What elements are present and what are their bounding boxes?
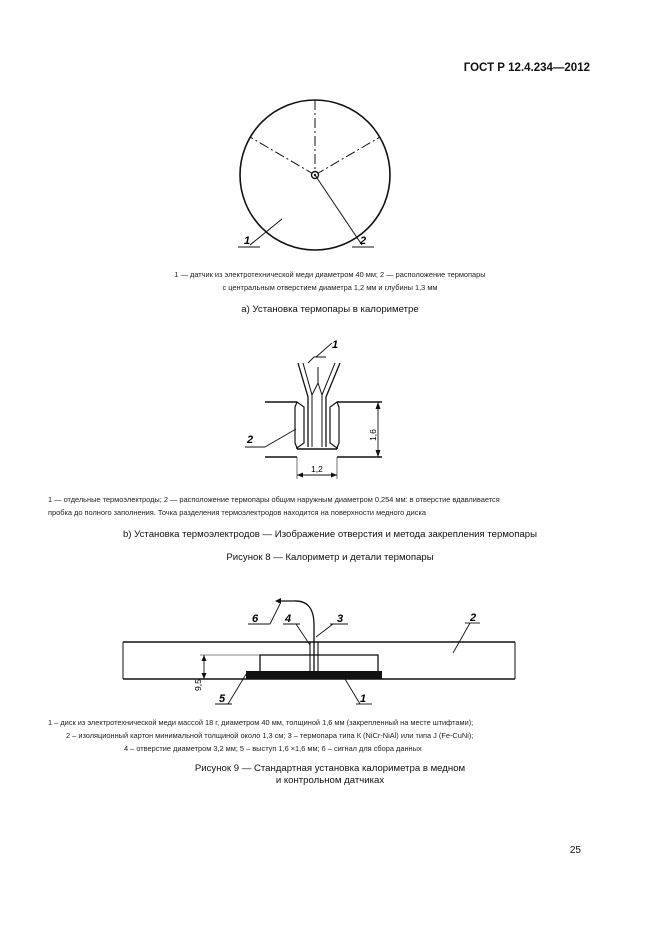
title-line: Рисунок 9 — Стандартная установка калориметра в медном — [194, 763, 466, 774]
figure-a-drawing — [220, 95, 430, 265]
figure-8-title: Рисунок 8 — Калориметр и детали термопары — [226, 552, 434, 563]
dimension-height: 1,6 — [368, 429, 378, 441]
callout-6: 6 — [252, 613, 259, 625]
caption-line: пробка до полного заполнения. Точка разделения термоэлектродов находится на поверхности медного диска — [48, 508, 426, 517]
callout-4: 4 — [285, 613, 292, 625]
title-line: и контрольном датчиках — [275, 775, 385, 786]
callout-5: 5 — [219, 693, 226, 705]
caption-line: 1 — отдельные термоэлектроды; 2 — расположение термопары общим наружным диаметром 0,254 мм: в отверстие вдавливается — [48, 495, 500, 504]
figure-a-caption — [80, 268, 580, 294]
figure-9-title — [80, 763, 580, 787]
recess — [260, 655, 378, 672]
page-number: 25 — [569, 845, 581, 856]
standard-number: ГОСТ Р 12.4.234—2012 — [463, 62, 590, 74]
callout-1: 1 — [360, 693, 367, 705]
copper-disc — [246, 671, 382, 679]
leader-1 — [250, 219, 282, 245]
caption-line: 1 – диск из электротехнической меди массой 18 г, диаметром 40 мм, толщиной 1,6 мм (закрепленный на месте штифтами); — [48, 718, 474, 727]
dimension-vertical: 9,5 — [193, 679, 203, 691]
figure-b-caption — [48, 493, 608, 519]
callout-2: 2 — [360, 235, 367, 247]
callout-1: 1 — [332, 339, 339, 351]
callout-1: 1 — [244, 235, 251, 247]
figure-9-drawing — [120, 595, 520, 710]
callout-3: 3 — [337, 613, 344, 625]
centerline-right — [315, 137, 380, 175]
plug-right — [330, 402, 339, 448]
callout-2: 2 — [247, 434, 254, 446]
dimension-width: 1,2 — [311, 464, 323, 474]
callout-2: 2 — [470, 612, 477, 624]
figure-b-drawing — [240, 335, 400, 480]
leader-2 — [315, 175, 362, 245]
centerline-left — [250, 137, 315, 175]
figure-9-caption — [48, 716, 618, 755]
plug-left — [295, 402, 304, 448]
caption-line: 2 – изоляционный картон минимальной толщиной около 1,3 см; 3 – термопара типа К (NiCr-NiAl) или типа J (Fe-CuNi); — [66, 731, 474, 740]
caption-line: с центральным отверстием диаметра 1,2 мм и глубины 1,3 мм — [222, 283, 438, 292]
caption-line: 1 — датчик из электротехнической меди диаметром 40 мм; 2 — расположение термопары — [174, 270, 486, 279]
figure-b-label: b) Установка термоэлектродов — Изображение отверстия и метода закрепления термопары — [122, 529, 538, 540]
figure-a-label: а) Установка термопары в калориметре — [241, 304, 419, 315]
caption-line: 4 – отверстие диаметром 3,2 мм; 5 – выступ 1,6 ×1,6 мм; 6 – сигнал для сбора данных — [124, 744, 422, 753]
